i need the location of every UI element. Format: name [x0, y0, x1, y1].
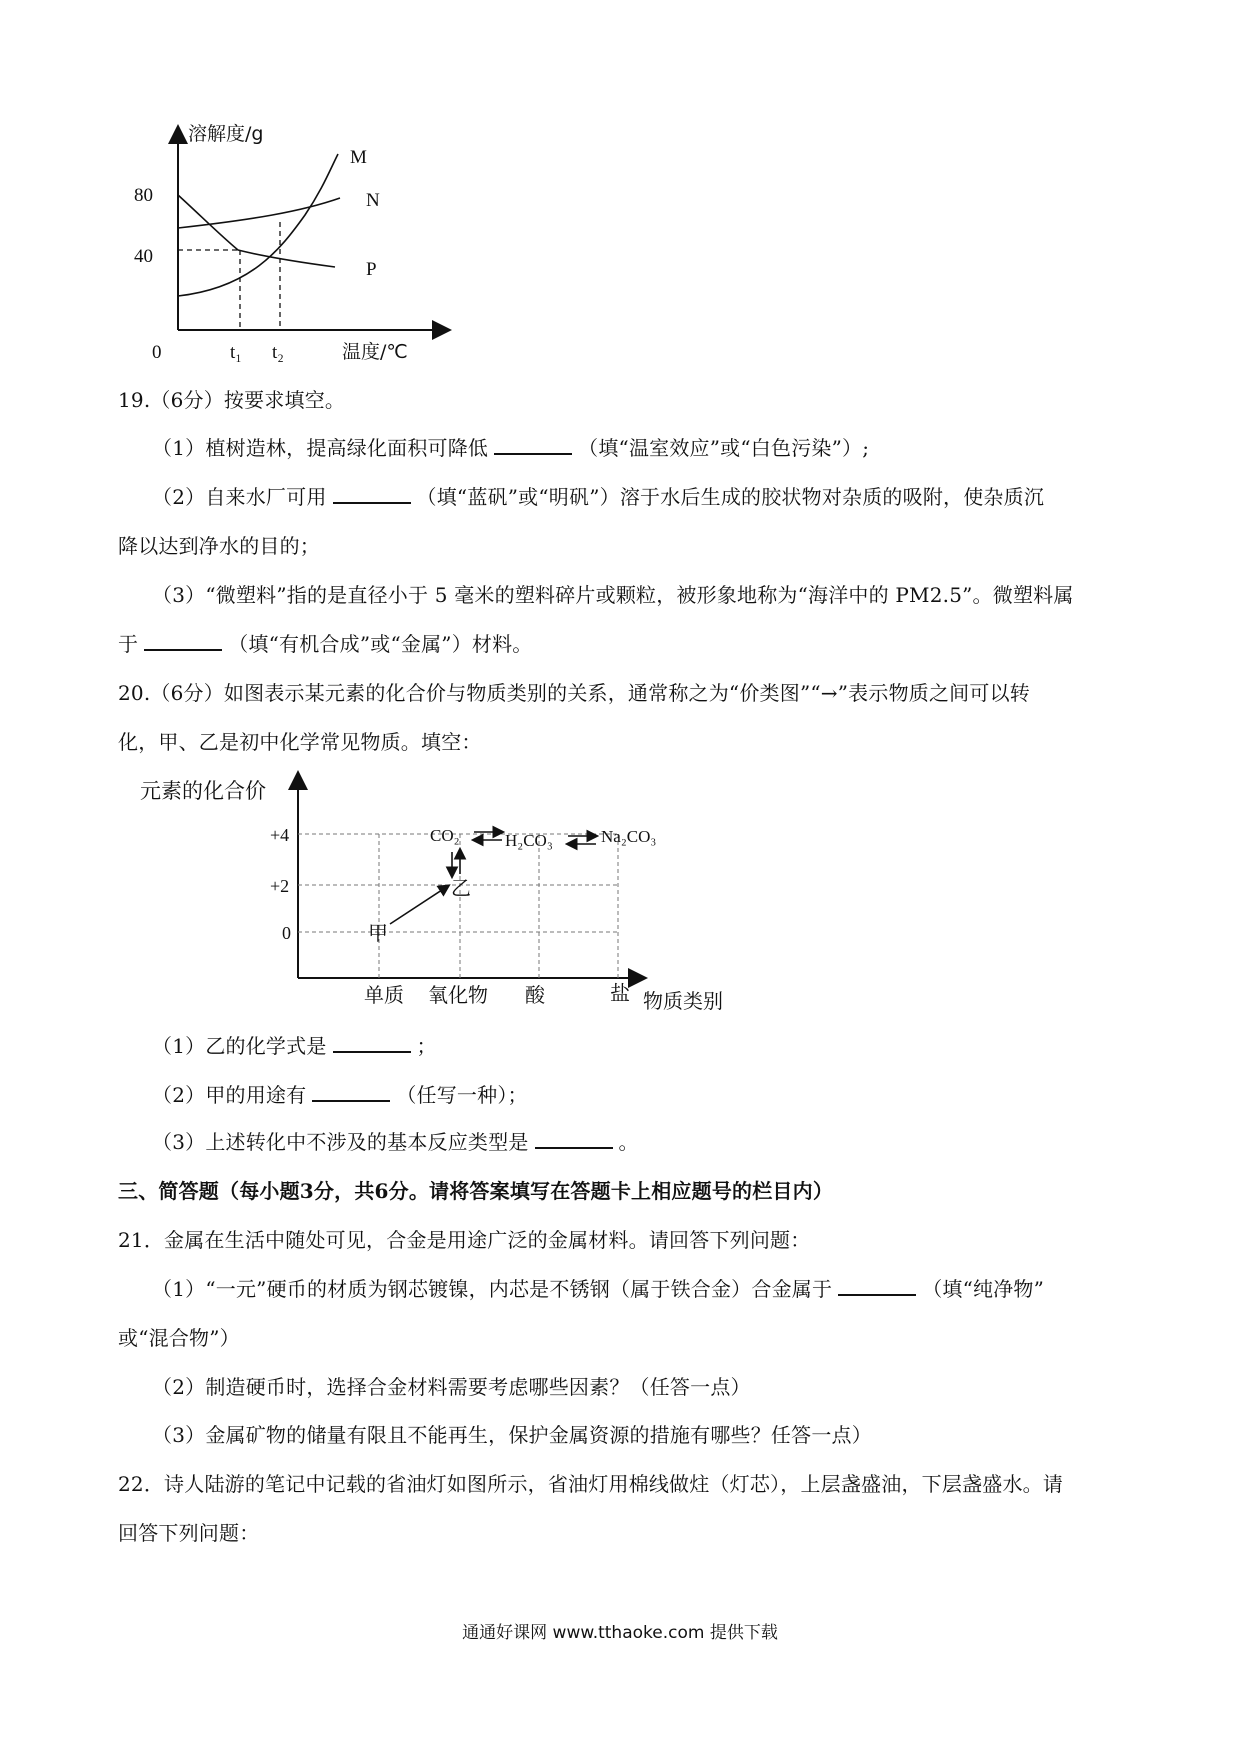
q19-item-1-prefix: （1）植树造林，提高绿化面积可降低 [152, 436, 489, 460]
q19-item-2-prefix: （2）自来水厂可用 [152, 485, 327, 509]
category-acid: 酸 [525, 983, 545, 1007]
y-tick-40: 40 [134, 246, 153, 267]
q19-title: 19.（6分）按要求填空。 [118, 388, 346, 412]
node-h2co3: H₂CO₃ [505, 831, 553, 850]
node-co2: CO₂ [430, 826, 460, 845]
valence-category-diagram [140, 766, 760, 1018]
q19-item-3-line1: （3）“微塑料”指的是直径小于 5 毫米的塑料碎片或颗粒，被形象地称为“海洋中的 PM2.5”。微塑料属 [152, 583, 1074, 607]
q22-title: 22．诗人陆游的笔记中记载的省油灯如图所示，省油灯用棉线做炷（灯芯），上层盏盛油，下层盏盛水。请 [118, 1472, 1064, 1496]
q21-item-3: （3）金属矿物的储量有限且不能再生，保护金属资源的措施有哪些？任答一点） [152, 1423, 872, 1447]
solubility-chart [130, 120, 470, 370]
y-tick-plus4: +4 [270, 825, 290, 845]
x-tick-t1: t₁ [230, 342, 242, 363]
q19-item-2-continued: 降以达到净水的目的； [118, 534, 320, 558]
label-m: M [350, 147, 367, 168]
q19-item-1-suffix: （填“温室效应”或“白色污染”）; [578, 436, 870, 460]
q19-item-1 [152, 434, 869, 462]
q21-blank-1[interactable] [838, 1276, 916, 1296]
q19-item-2-suffix: （填“蓝矾”或“明矾”）溶于水后生成的胶状物对杂质的吸附，使杂质沉 [416, 485, 1045, 509]
category-salt: 盐 [610, 981, 630, 1005]
q22-title-continued: 回答下列问题： [118, 1521, 260, 1545]
y-tick-80: 80 [134, 185, 153, 206]
q19-item-3-prefix: 于 [118, 632, 139, 656]
curve-n [178, 198, 340, 228]
q20-title-continued: 化，甲、乙是初中化学常见物质。填空： [118, 730, 482, 754]
q19-item-2 [152, 483, 1044, 511]
y-axis-label: 元素的化合价 [140, 779, 266, 803]
q19-blank-1[interactable] [494, 435, 572, 455]
q19-item-3-suffix: （填“有机合成”或“金属”）材料。 [228, 632, 533, 656]
q20-item-3-prefix: （3）上述转化中不涉及的基本反应类型是 [152, 1130, 529, 1154]
y-axis-label: 溶解度/g [188, 123, 264, 145]
x-axis-label: 温度/℃ [342, 341, 408, 363]
q20-blank-1[interactable] [333, 1033, 411, 1053]
category-elemental: 单质 [364, 983, 404, 1007]
q19-blank-3[interactable] [144, 631, 222, 651]
q19-blank-2[interactable] [333, 484, 411, 504]
q21-item-1-prefix: （1）“一元”硬币的材质为钢芯镀镍，内芯是不锈钢（属于铁合金）合金属于 [152, 1277, 833, 1301]
q20-blank-3[interactable] [535, 1129, 613, 1149]
category-oxide: 氧化物 [428, 983, 488, 1007]
q19-item-3-line2 [118, 630, 533, 658]
q21-item-1 [152, 1275, 1044, 1303]
q20-item-3-suffix: 。 [618, 1130, 639, 1154]
q20-item-1 [152, 1032, 437, 1060]
q20-item-3 [152, 1128, 639, 1156]
q20-item-2-prefix: （2）甲的用途有 [152, 1083, 307, 1107]
node-yi: 乙 [451, 876, 471, 900]
x-axis-label: 物质类别 [643, 989, 723, 1013]
q21-item-1-continued: 或“混合物”） [118, 1326, 240, 1350]
q20-item-2 [152, 1081, 528, 1109]
origin-label: 0 [152, 342, 162, 363]
q21-title: 21．金属在生活中随处可见，合金是用途广泛的金属材料。请回答下列问题： [118, 1228, 811, 1252]
y-tick-plus2: +2 [270, 876, 290, 896]
q20-item-2-suffix: （任写一种）； [396, 1083, 528, 1107]
grid [298, 834, 618, 978]
q20-item-1-suffix: ； [416, 1034, 437, 1058]
node-na2co3: Na₂CO₃ [601, 827, 657, 846]
q20-title: 20.（6分）如图表示某元素的化合价与物质类别的关系，通常称之为“价类图”“→”表示物质之间可以转 [118, 681, 1030, 705]
y-tick-0: 0 [282, 923, 291, 943]
arrows [390, 832, 596, 924]
footer-credit: 通通好课网 www.tthaoke.com 提供下载 [462, 1623, 778, 1643]
node-jia: 甲 [368, 921, 388, 945]
label-p: P [366, 259, 377, 280]
q20-item-1-prefix: （1）乙的化学式是 [152, 1034, 327, 1058]
label-n: N [366, 190, 380, 211]
x-tick-t2: t₂ [272, 342, 284, 363]
q21-item-2: （2）制造硬币时，选择合金材料需要考虑哪些因素？（任答一点） [152, 1375, 751, 1399]
q20-blank-2[interactable] [312, 1082, 390, 1102]
q21-item-1-suffix: （填“纯净物” [922, 1277, 1045, 1301]
section-3-heading: 三、简答题（每小题3分，共6分。请将答案填写在答题卡上相应题号的栏目内） [118, 1179, 834, 1203]
